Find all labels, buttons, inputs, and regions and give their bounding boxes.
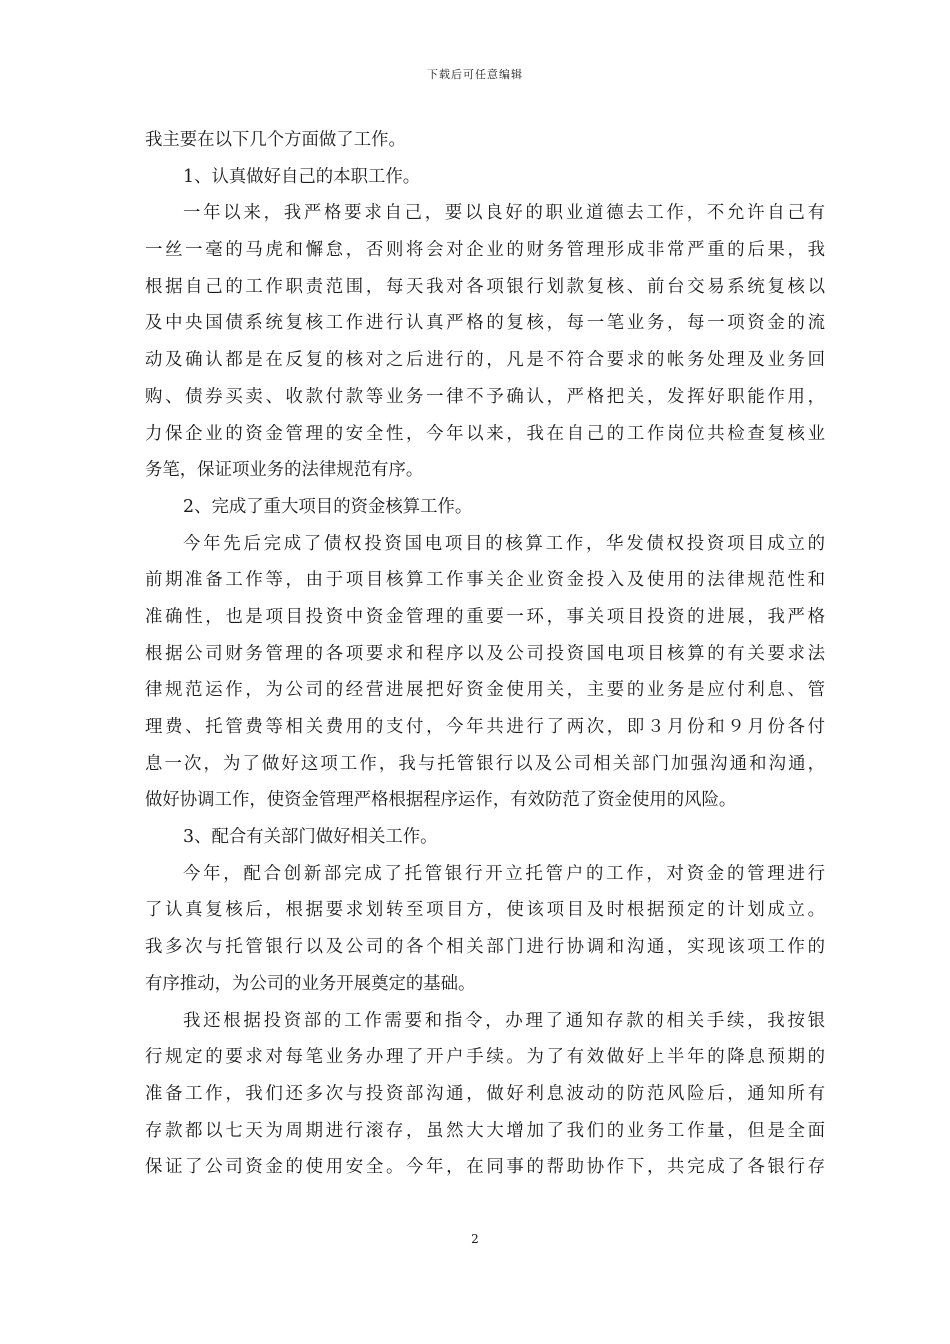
body-line: 今年先后完成了债权投资国电项目的核算工作，华发债权投资项目成立的 [183,533,825,554]
section-heading: 1、认真做好自己的本职工作。 [183,166,421,187]
page-header: 下载后可任意编辑 [427,68,523,81]
body-line: 今年，配合创新部完成了托管银行开立托管户的工作，对资金的管理进行 [183,863,825,884]
section-heading: 3、配合有关部门做好相关工作。 [183,827,438,848]
body-line: 做好协调工作，使资金管理严格根据程序运作，有效防范了资金使用的风险。 [145,790,737,811]
body-line: 有序推动，为公司的业务开展奠定的基础。 [145,973,476,994]
body-line: 我还根据投资部的工作需要和指令，办理了通知存款的相关手续，我按银 [183,1010,825,1031]
body-line: 存款都以七天为周期进行滚存，虽然大大增加了我们的业务工作量，但是全面 [145,1120,825,1141]
body-line: 一年以来，我严格要求自己，要以良好的职业道德去工作，不允许自己有 [183,203,825,224]
body-line: 我多次与托管银行以及公司的各个相关部门进行协调和沟通，实现该项工作的 [145,937,825,958]
document-body [145,122,825,1186]
body-line: 行规定的要求对每笔业务办理了开户手续。为了有效做好上半年的降息预期的 [145,1047,825,1068]
body-line: 我主要在以下几个方面做了工作。 [145,130,406,150]
body-line: 及中央国债系统复核工作进行认真严格的复核，每一笔业务，每一项资金的流 [145,313,825,334]
body-line: 准备工作，我们还多次与投资部沟通，做好利息波动的防范风险后，通知所有 [145,1083,825,1104]
body-line: 律规范运作，为公司的经营进展把好资金使用关，主要的业务是应付利息、管 [145,680,825,701]
body-line: 购、债券买卖、收款付款等业务一律不予确认，严格把关，发挥好职能作用， [145,386,825,407]
body-line: 根据公司财务管理的各项要求和程序以及公司投资国电项目核算的有关要求法 [145,643,825,664]
body-line: 务笔，保证项业务的法律规范有序。 [145,460,424,481]
section-heading: 2、完成了重大项目的资金核算工作。 [183,496,473,517]
body-line: 前期准备工作等，由于项目核算工作事关企业资金投入及使用的法律规范性和 [145,570,825,591]
page-number: 2 [471,1232,479,1246]
body-line: 根据自己的工作职责范围，每天我对各项银行划款复核、前台交易系统复核以 [145,276,825,297]
body-line: 力保企业的资金管理的安全性，今年以来，我在自己的工作岗位共检查复核业 [145,423,825,444]
body-line: 动及确认都是在反复的核对之后进行的，凡是不符合要求的帐务处理及业务回 [145,350,825,371]
body-line: 息一次，为了做好这项工作，我与托管银行以及公司相关部门加强沟通和沟通， [145,753,825,774]
body-line: 一丝一毫的马虎和懈怠，否则将会对企业的财务管理形成非常严重的后果，我 [145,240,825,261]
body-line: 了认真复核后，根据要求划转至项目方，使该项目及时根据预定的计划成立。 [145,900,825,921]
body-line: 理费、托管费等相关费用的支付，今年共进行了两次，即３月份和９月份各付 [145,717,825,737]
body-line: 保证了公司资金的使用安全。今年，在同事的帮助协作下，共完成了各银行存 [145,1157,825,1178]
body-line: 准确性，也是项目投资中资金管理的重要一环，事关项目投资的进展，我严格 [145,606,825,627]
